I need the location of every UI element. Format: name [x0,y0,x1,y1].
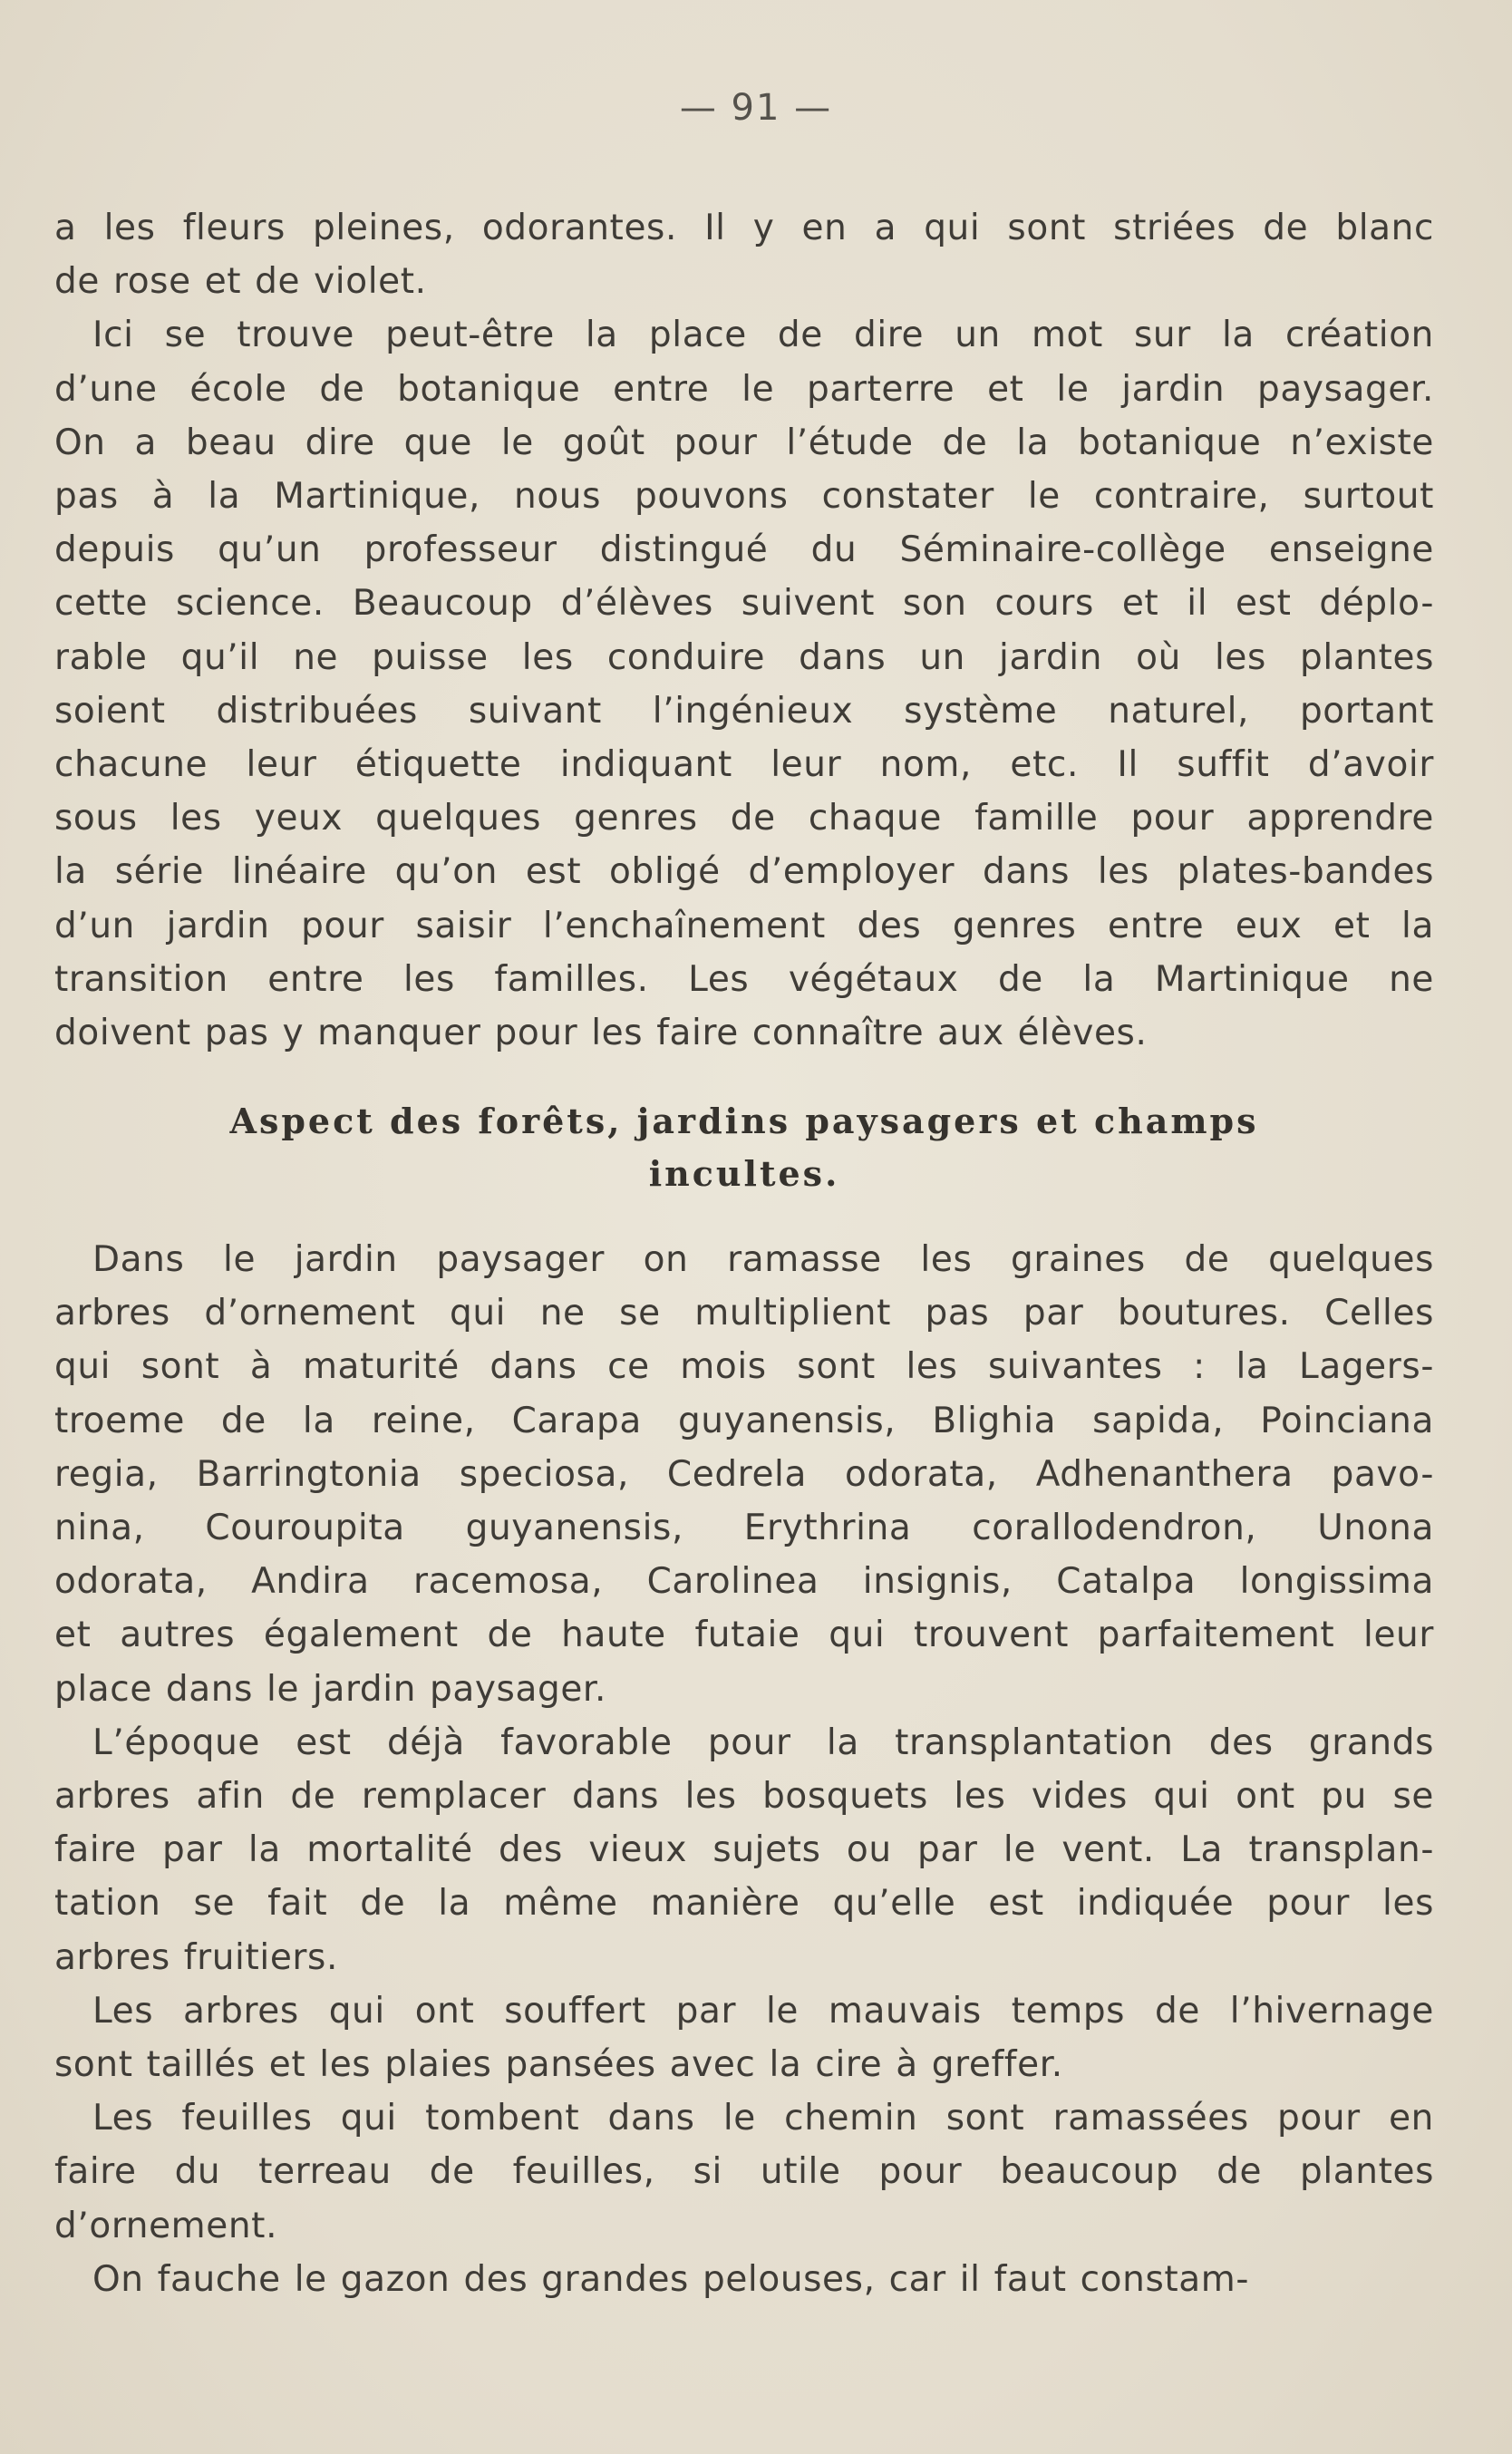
text-line: On a beau dire que le goût pour l’étude de la botanique n’existe [54,422,1434,463]
text-line: sont taillés et les plaies pansées avec la cire à greffer. [54,2044,1063,2086]
paragraph-section-2 [54,1233,1434,2306]
text-line: place dans le jardin paysager. [54,1668,606,1710]
section-heading [54,1095,1434,1200]
text-line: Les feuilles qui tombent dans le chemin sont ramassées pour en [92,2098,1434,2139]
text-line: soient distribuées suivant l’ingénieux système naturel, portant [54,690,1434,732]
text-line: d’une école de botanique entre le parterre et le jardin paysager. [54,368,1434,410]
text-line: d’ornement. [54,2205,278,2246]
text-line: Dans le jardin paysager on ramasse les graines de quelques [92,1239,1434,1280]
text-line: d’un jardin pour saisir l’enchaînement des genres entre eux et la [54,905,1434,946]
text-line: troeme de la reine, Carapa guyanensis, Blighia sapida, Poinciana [54,1400,1434,1441]
text-line: pas à la Martinique, nous pouvons constater le contraire, surtout [54,476,1434,518]
text-line: qui sont à maturité dans ce mois sont les suivantes : la Lagers- [54,1346,1434,1388]
text-line: L’époque est déjà favorable pour la transplantation des grands [92,1722,1434,1763]
text-line: sous les yeux quelques genres de chaque famille pour apprendre [54,798,1434,839]
text-line: rable qu’il ne puisse les conduire dans un jardin où les plantes [54,636,1434,678]
text-line: faire par la mortalité des vieux sujets ou par le vent. La transplan- [54,1829,1434,1871]
text-line: tation se fait de la même manière qu’elle est indiquée pour les [54,1883,1434,1925]
text-line: faire du terreau de feuilles, si utile pour beaucoup de plantes [54,2151,1434,2193]
text-line: de rose et de violet. [54,261,427,303]
text-line: odorata, Andira racemosa, Carolinea insignis, Catalpa longissima [54,1561,1434,1603]
text-line: doivent pas y manquer pour les faire connaître aux élèves. [54,1013,1148,1054]
section-heading-line-2: incultes. [648,1153,840,1194]
text-line: arbres d’ornement qui ne se multiplient pas par boutures. Celles [54,1293,1434,1334]
text-line: a les fleurs pleines, odorantes. Il y en a qui sont striées de blanc [54,208,1434,248]
text-line: la série linéaire qu’on est obligé d’employer dans les plates-bandes [54,851,1434,893]
text-line: regia, Barringtonia speciosa, Cedrela odorata, Adhenanthera pavo- [54,1453,1434,1495]
text-line: Ici se trouve peut-être la place de dire un mot sur la création [92,315,1434,356]
text-line: cette science. Beaucoup d’élèves suivent son cours et il est déplo- [54,583,1434,625]
text-line: chacune leur étiquette indiquant leur nom, etc. Il suffit d’avoir [54,744,1434,786]
text-line: arbres afin de remplacer dans les bosquets les vides qui ont pu se [54,1776,1434,1818]
text-line: et autres également de haute futaie qui trouvent parfaitement leur [54,1615,1434,1656]
page-number: — 91 — [679,87,833,129]
text-line: On fauche le gazon des grandes pelouses, car il faut constam- [92,2258,1250,2300]
text-line: transition entre les familles. Les végétaux de la Martinique ne [54,958,1434,1000]
text-line: nina, Couroupita guyanensis, Erythrina corallodendron, Unona [54,1508,1434,1549]
section-heading-line-1: Aspect des forêts, jardins paysagers et champs [229,1101,1259,1141]
text-line: Les arbres qui ont souffert par le mauvais temps de l’hivernage [92,1990,1434,2032]
text-line: arbres fruitiers. [54,1936,338,1978]
text-line: depuis qu’un professeur distingué du Séminaire-collège enseigne [54,529,1434,571]
paragraph-section-1 [54,201,1434,1060]
